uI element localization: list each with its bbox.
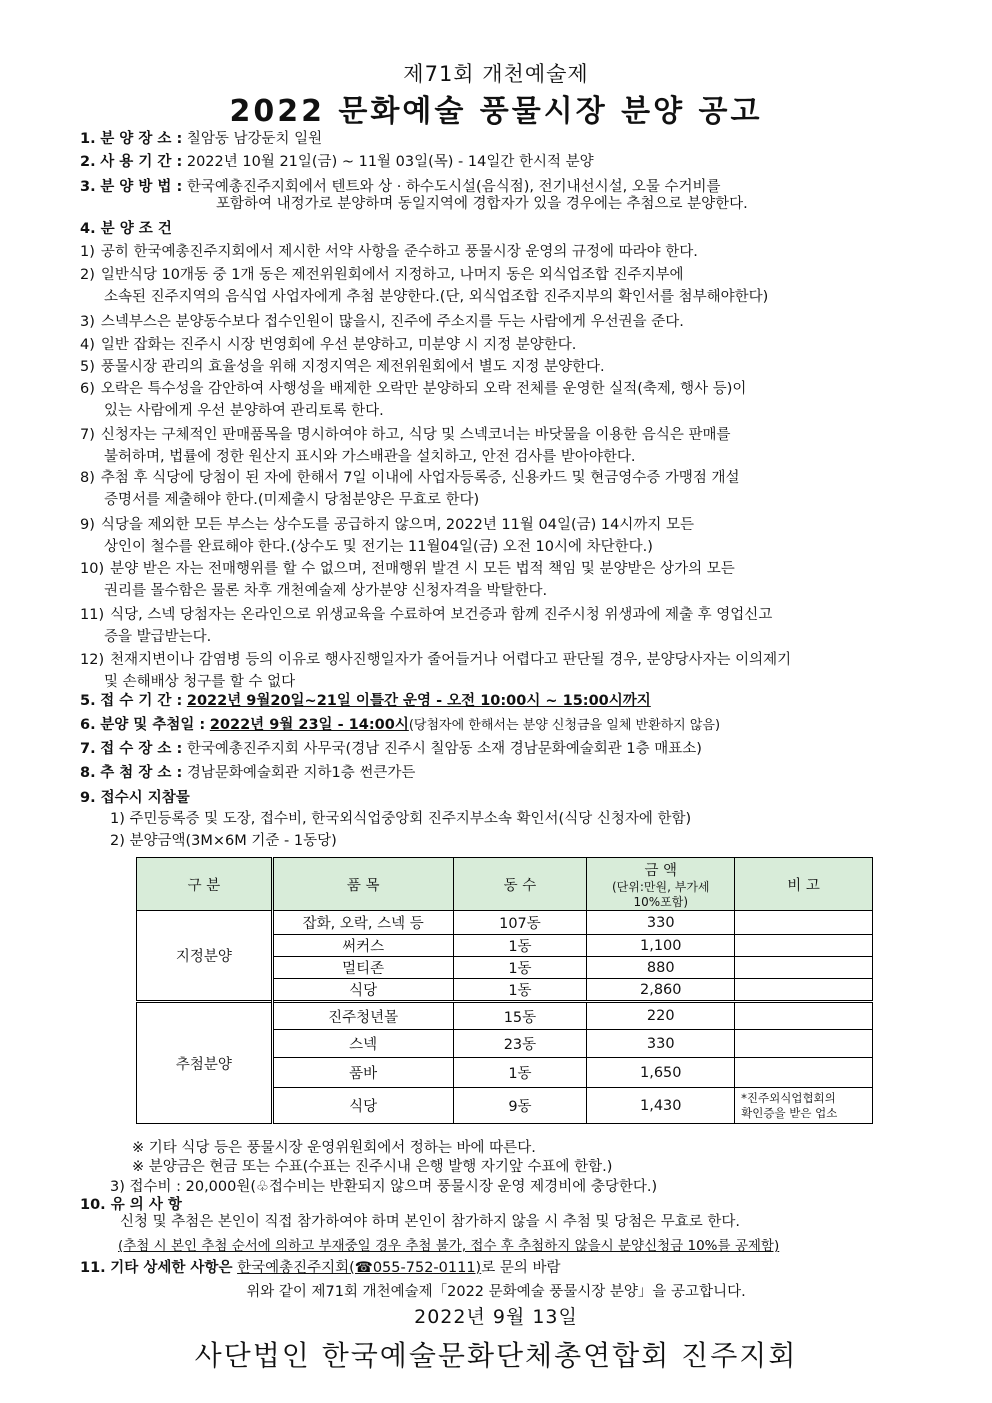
item-caution-heading: 10. 유 의 사 항 xyxy=(80,1197,182,1213)
condition-item: 6) 오락은 특수성을 감안하여 사행성을 배제한 오락만 분양하되 오락 전체를 운영한 실적(축제, 행사 등)이 xyxy=(80,381,747,397)
announcement-date: 2022년 9월 13일 xyxy=(414,1306,578,1328)
item-reception-place: 7. 접 수 장 소 : 한국예총진주지회 사무국(경남 진주시 칠암동 소재 경남문화예술회관 1층 매표소) xyxy=(80,741,702,757)
condition-item: 10) 분양 받은 자는 전매행위를 할 수 없으며, 전매행위 발견 시 모든 법적 책임 및 분양받은 상가의 모든 xyxy=(80,561,735,577)
condition-item: 4) 일반 잡화는 진주시 시장 번영회에 우선 분양하고, 미분양 시 지정 분양한다. xyxy=(80,337,577,353)
table-row: 식당 9동 1,430 *진주외식업협회의 확인증을 받은 업소 xyxy=(137,1088,873,1124)
item-draw-place: 8. 추 첨 장 소 : 경남문화예술회관 지하1층 썬큰가든 xyxy=(80,765,416,781)
table-header-row xyxy=(137,858,873,911)
table-row: 멀티존 1동 880 xyxy=(137,957,873,979)
group-lottery: 추첨분양 xyxy=(137,1002,273,1124)
condition-item-cont: 권리를 몰수함은 물론 차후 개천예술제 상가분양 신청자격을 박탈한다. xyxy=(104,583,548,599)
condition-item-cont: 증을 발급받는다. xyxy=(104,629,212,645)
documents-line-1: 1) 주민등록증 및 도장, 접수비, 한국외식업중앙회 진주지부소속 확인서(식당 신청자에 한함) xyxy=(110,811,692,827)
condition-item-cont: 소속된 진주지역의 음식업 사업자에게 추첨 분양한다.(단, 외식업조합 진주지부의 확인서를 첨부해야한다) xyxy=(104,289,769,305)
table-row: 지정분양 잡화, 오락, 스넥 등 107동 330 xyxy=(137,911,873,935)
condition-item: 7) 신청자는 구체적인 판매품목을 명시하여야 하고, 식당 및 스넥코너는 바닷물을 이용한 음식은 판매를 xyxy=(80,427,731,443)
contact-info: 한국예총진주지회(☎055-752-0111) xyxy=(237,1260,482,1276)
note-payment: ※ 분양금은 현금 또는 수표(수표는 진주시내 은행 발행 자기앞 수표에 한함.) xyxy=(132,1159,613,1175)
header-item: 품 목 xyxy=(272,858,453,911)
table-row: 스넥 23동 330 xyxy=(137,1030,873,1058)
condition-item: 9) 식당을 제외한 모든 부스는 상수도를 공급하지 않으며, 2022년 11월 04일(금) 14시까지 모든 xyxy=(80,517,694,533)
condition-item-cont: 상인이 철수를 완료해야 한다.(상수도 및 전기는 11월04일(금) 오전 10시에 차단한다.) xyxy=(104,539,653,555)
remarks-note: *진주외식업협회의 확인증을 받은 업소 xyxy=(735,1088,873,1124)
documents-line-2: 2) 분양금액(3M×6M 기준 - 1동당) xyxy=(110,833,337,849)
closing-notice: 위와 같이 제71회 개천예술제「2022 문화예술 풍물시장 분양」을 공고합니다. xyxy=(246,1284,746,1300)
organization-name: 사단법인 한국예술문화단체총연합회 진주지회 xyxy=(194,1339,798,1372)
item-reception-period: 5. 접 수 기 간 : 2022년 9월20일~21일 이틀간 운영 - 오전 10:00시 ~ 15:00시까지 xyxy=(80,693,651,709)
item-draw-date: 6. 분양 및 추첨일 : 2022년 9월 23일 - 14:00시(당첨자에 한해서는 분양 신청금을 일체 반환하지 않음) xyxy=(80,717,721,733)
header-count: 동 수 xyxy=(453,858,587,911)
condition-item: 8) 추첨 후 식당에 당첨이 된 자에 한해서 7일 이내에 사업자등록증, 신용카드 및 현금영수증 가맹점 개설 xyxy=(80,470,740,486)
note-reception-fee: 3) 접수비 : 20,000원(♧접수비는 반환되지 않으며 풍물시장 운영 제경비에 충당한다.) xyxy=(110,1179,658,1195)
item-method-cont: 포함하여 내정가로 분양하며 동일지역에 경합자가 있을 경우에는 추첨으로 분양한다. xyxy=(216,196,748,212)
announcement-title: 2022 문화예술 풍물시장 분양 공고 xyxy=(229,94,763,129)
caution-line-2: (추첨 시 본인 추첨 순서에 의하고 부재중일 경우 추첨 불가, 접수 후 추첨하지 않을시 분양신청금 10%를 공제함) xyxy=(118,1238,780,1254)
allocation-table xyxy=(136,857,873,1124)
condition-item: 12) 천재지변이나 감염병 등의 이유로 행사진행일자가 줄어들거나 어렵다고 판단될 경우, 분양당사자는 이의제기 xyxy=(80,652,792,668)
condition-item: 1) 공히 한국예총진주지회에서 제시한 서약 사항을 준수하고 풍물시장 운영의 규정에 따라야 한다. xyxy=(80,244,698,260)
table-row: 추첨분양 진주청년몰 15동 220 xyxy=(137,1002,873,1030)
condition-item-cont: 불허하며, 법률에 정한 원산지 표시와 가스배관을 설치하고, 안전 검사를 받아야한다. xyxy=(104,449,636,465)
table-row: 품바 1동 1,650 xyxy=(137,1058,873,1088)
table-row: 써커스 1동 1,100 xyxy=(137,935,873,957)
header-remarks: 비 고 xyxy=(735,858,873,911)
condition-item: 11) 식당, 스넥 당첨자는 온라인으로 위생교육을 수료하여 보건증과 함께 진주시청 위생과에 제출 후 영업신고 xyxy=(80,607,773,623)
item-conditions-heading: 4. 분 양 조 건 xyxy=(80,221,172,237)
item-contact: 11. 기타 상세한 사항은 한국예총진주지회(☎055-752-0111)로 문의 바람 xyxy=(80,1260,561,1276)
condition-item-cont: 및 손해배상 청구를 할 수 없다 xyxy=(104,674,296,690)
event-subtitle: 제71회 개천예술제 xyxy=(403,62,589,86)
group-designated: 지정분양 xyxy=(137,911,273,1002)
condition-item: 2) 일반식당 10개동 중 1개 동은 제전위원회에서 지정하고, 나머지 동은 외식업조합 진주지부에 xyxy=(80,267,684,283)
note-other-restaurants: ※ 기타 식당 등은 풍물시장 운영위원회에서 정하는 바에 따른다. xyxy=(132,1140,536,1156)
item-method: 3. 분 양 방 법 : 한국예총진주지회에서 텐트와 상 · 하수도시설(음식점), 전기내선시설, 오물 수거비를 xyxy=(80,179,721,195)
condition-item: 5) 풍물시장 관리의 효율성을 위해 지정지역은 제전위원회에서 별도 지정 분양한다. xyxy=(80,359,605,375)
table-row: 식당 1동 2,860 xyxy=(137,979,873,1002)
caution-line-1: 신청 및 추첨은 본인이 직접 참가하여야 하며 본인이 참가하지 않을 시 추첨 및 당첨은 무효로 한다. xyxy=(120,1214,741,1230)
condition-item-cont: 있는 사람에게 우선 분양하여 관리토록 한다. xyxy=(104,403,384,419)
header-price: 금 액 (단위:만원, 부가세 10%포함) xyxy=(587,858,735,911)
item-location: 1. 분 양 장 소 : 칠암동 남강둔치 일원 xyxy=(80,131,323,147)
condition-item: 3) 스넥부스은 분양동수보다 접수인원이 많을시, 진주에 주소지를 두는 사람에게 우선권을 준다. xyxy=(80,314,684,330)
condition-item-cont: 증명서를 제출해야 한다.(미제출시 당첨분양은 무효로 한다) xyxy=(104,492,480,508)
item-documents-heading: 9. 접수시 지참물 xyxy=(80,790,190,806)
item-period: 2. 사 용 기 간 : 2022년 10월 21일(금) ~ 11월 03일(목) - 14일간 한시적 분양 xyxy=(80,154,594,170)
header-category: 구 분 xyxy=(137,858,273,911)
